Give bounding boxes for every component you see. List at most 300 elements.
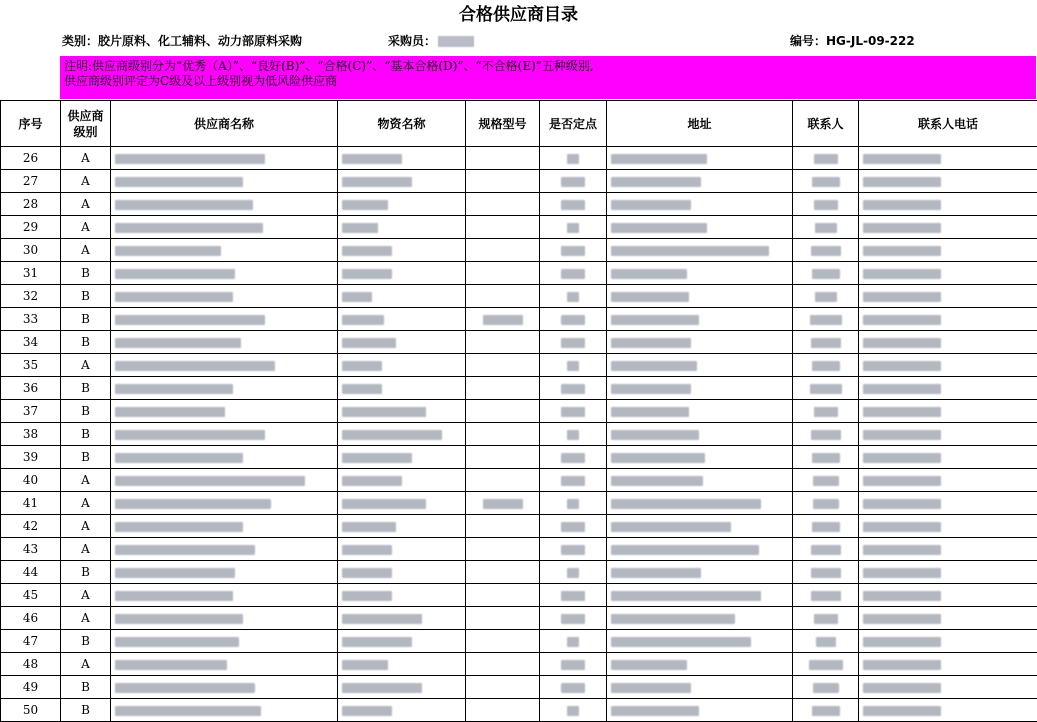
row-address	[607, 400, 793, 423]
row-number	[1, 607, 61, 630]
row-address	[607, 147, 793, 170]
row-material-name	[338, 515, 466, 538]
row-contact	[793, 515, 859, 538]
contact-redacted	[811, 545, 841, 555]
row-material-name	[338, 676, 466, 699]
row-supplier-name	[111, 653, 338, 676]
phone-redacted	[863, 154, 941, 164]
supplier-name-redacted	[115, 177, 243, 187]
material-name-redacted	[342, 384, 382, 394]
row-contact	[793, 492, 859, 515]
header-fixed-point: 是否定点	[540, 101, 607, 147]
row-grade-text: A	[81, 220, 90, 234]
row-number-text: 39	[23, 450, 38, 464]
contact-redacted	[811, 430, 841, 440]
row-address	[607, 285, 793, 308]
row-fixed-point	[540, 170, 607, 193]
supplier-name-redacted	[115, 614, 243, 624]
row-grade-text: B	[81, 680, 90, 694]
row-number-text: 31	[23, 266, 38, 280]
row-contact	[793, 653, 859, 676]
row-address	[607, 446, 793, 469]
row-grade	[61, 193, 111, 216]
contact-redacted	[810, 315, 842, 325]
row-contact	[793, 354, 859, 377]
row-supplier-name	[111, 400, 338, 423]
row-supplier-name	[111, 607, 338, 630]
row-grade-text: B	[81, 450, 90, 464]
address-redacted	[611, 522, 731, 532]
row-spec	[466, 193, 540, 216]
fixed-point-redacted	[567, 499, 579, 509]
row-grade	[61, 262, 111, 285]
row-fixed-point	[540, 584, 607, 607]
contact-redacted	[814, 200, 838, 210]
row-fixed-point	[540, 515, 607, 538]
row-address	[607, 538, 793, 561]
row-supplier-name	[111, 308, 338, 331]
address-redacted	[611, 269, 687, 279]
row-grade-text: A	[81, 197, 90, 211]
row-number-text: 47	[23, 634, 38, 648]
supplier-name-redacted	[115, 660, 227, 670]
supplier-name-redacted	[115, 568, 235, 578]
row-phone	[859, 354, 1037, 377]
row-supplier-name	[111, 515, 338, 538]
phone-redacted	[863, 476, 941, 486]
address-redacted	[611, 476, 703, 486]
row-fixed-point	[540, 400, 607, 423]
row-address	[607, 170, 793, 193]
header-supplier: 供应商名称	[111, 101, 338, 147]
row-number-text: 44	[23, 565, 38, 579]
row-supplier-name	[111, 285, 338, 308]
row-grade	[61, 354, 111, 377]
row-supplier-name	[111, 170, 338, 193]
material-name-redacted	[342, 338, 396, 348]
fixed-point-redacted	[567, 223, 579, 233]
supplier-name-redacted	[115, 338, 241, 348]
material-name-redacted	[342, 292, 372, 302]
row-grade-text: B	[81, 634, 90, 648]
fixed-point-redacted	[561, 246, 585, 256]
fixed-point-redacted	[561, 476, 585, 486]
contact-redacted	[811, 246, 841, 256]
supplier-name-redacted	[115, 246, 221, 256]
row-address	[607, 469, 793, 492]
row-phone	[859, 515, 1037, 538]
address-redacted	[611, 177, 701, 187]
table-row	[1, 584, 1037, 607]
phone-redacted	[863, 246, 941, 256]
table-row	[1, 630, 1037, 653]
table-row	[1, 193, 1037, 216]
fixed-point-redacted	[561, 315, 585, 325]
supplier-name-redacted	[115, 453, 243, 463]
row-contact	[793, 170, 859, 193]
contact-redacted	[809, 660, 843, 670]
row-grade-text: A	[81, 174, 90, 188]
row-number	[1, 285, 61, 308]
header-no: 序号	[1, 101, 61, 147]
row-material-name	[338, 653, 466, 676]
contact-redacted	[814, 614, 838, 624]
row-fixed-point	[540, 262, 607, 285]
row-number-text: 30	[23, 243, 38, 257]
row-number	[1, 676, 61, 699]
row-fixed-point	[540, 538, 607, 561]
contact-redacted	[811, 591, 841, 601]
phone-redacted	[863, 223, 941, 233]
row-phone	[859, 400, 1037, 423]
address-redacted	[611, 407, 689, 417]
row-address	[607, 331, 793, 354]
row-material-name	[338, 193, 466, 216]
row-spec	[466, 676, 540, 699]
row-material-name	[338, 607, 466, 630]
fixed-point-redacted	[561, 453, 585, 463]
material-name-redacted	[342, 522, 396, 532]
row-phone	[859, 561, 1037, 584]
row-address	[607, 239, 793, 262]
row-material-name	[338, 492, 466, 515]
material-name-redacted	[342, 660, 388, 670]
row-grade-text: A	[81, 473, 90, 487]
material-name-redacted	[342, 476, 402, 486]
contact-redacted	[815, 223, 837, 233]
row-phone	[859, 492, 1037, 515]
phone-redacted	[863, 591, 941, 601]
row-number-text: 27	[23, 174, 38, 188]
row-number	[1, 492, 61, 515]
row-number	[1, 262, 61, 285]
row-contact	[793, 423, 859, 446]
contact-redacted	[812, 361, 840, 371]
row-grade-text: A	[81, 588, 90, 602]
phone-redacted	[863, 384, 941, 394]
row-spec	[466, 561, 540, 584]
row-contact	[793, 630, 859, 653]
row-number-text: 46	[23, 611, 38, 625]
row-phone	[859, 607, 1037, 630]
row-number	[1, 239, 61, 262]
row-number	[1, 469, 61, 492]
row-spec	[466, 423, 540, 446]
material-name-redacted	[342, 706, 392, 716]
row-fixed-point	[540, 492, 607, 515]
phone-redacted	[863, 545, 941, 555]
row-grade-text: B	[81, 381, 90, 395]
row-phone	[859, 469, 1037, 492]
row-supplier-name	[111, 584, 338, 607]
row-number	[1, 193, 61, 216]
address-redacted	[611, 545, 759, 555]
table-row	[1, 147, 1037, 170]
address-redacted	[611, 338, 691, 348]
row-contact	[793, 446, 859, 469]
row-contact	[793, 308, 859, 331]
row-supplier-name	[111, 239, 338, 262]
row-spec	[466, 147, 540, 170]
row-address	[607, 216, 793, 239]
row-spec	[466, 262, 540, 285]
address-redacted	[611, 660, 687, 670]
row-grade-text: A	[81, 611, 90, 625]
material-name-redacted	[342, 614, 422, 624]
row-phone	[859, 308, 1037, 331]
row-phone	[859, 446, 1037, 469]
row-number-text: 49	[23, 680, 38, 694]
grading-note	[60, 56, 1036, 99]
row-grade	[61, 331, 111, 354]
material-name-redacted	[342, 223, 378, 233]
buyer-name-redacted	[438, 36, 474, 47]
address-redacted	[611, 430, 699, 440]
table-row	[1, 699, 1037, 722]
table-row	[1, 331, 1037, 354]
row-material-name	[338, 239, 466, 262]
row-supplier-name	[111, 377, 338, 400]
row-number-text: 32	[23, 289, 38, 303]
row-material-name	[338, 354, 466, 377]
supplier-table	[0, 100, 1037, 722]
material-name-redacted	[342, 453, 412, 463]
row-material-name	[338, 630, 466, 653]
row-material-name	[338, 216, 466, 239]
contact-redacted	[812, 453, 840, 463]
contact-redacted	[812, 522, 840, 532]
material-name-redacted	[342, 499, 426, 509]
supplier-name-redacted	[115, 706, 261, 716]
row-grade-text: A	[81, 496, 90, 510]
row-fixed-point	[540, 285, 607, 308]
table-header-row	[1, 101, 1037, 147]
row-grade	[61, 423, 111, 446]
row-spec	[466, 699, 540, 722]
row-number	[1, 699, 61, 722]
material-name-redacted	[342, 430, 442, 440]
phone-redacted	[863, 453, 941, 463]
row-fixed-point	[540, 446, 607, 469]
address-redacted	[611, 246, 769, 256]
row-spec	[466, 607, 540, 630]
row-fixed-point	[540, 653, 607, 676]
row-number-text: 26	[23, 151, 38, 165]
row-number	[1, 377, 61, 400]
phone-redacted	[863, 522, 941, 532]
material-name-redacted	[342, 246, 392, 256]
category-label: 类别：胶片原料、化工辅料、动力部原料采购	[62, 31, 302, 51]
phone-redacted	[863, 338, 941, 348]
row-grade-text: B	[81, 404, 90, 418]
fixed-point-redacted	[561, 384, 585, 394]
fixed-point-redacted	[567, 292, 579, 302]
spec-redacted	[483, 315, 523, 325]
address-redacted	[611, 200, 691, 210]
row-grade-text: B	[81, 565, 90, 579]
address-redacted	[611, 683, 691, 693]
row-address	[607, 262, 793, 285]
row-number	[1, 331, 61, 354]
row-material-name	[338, 147, 466, 170]
row-phone	[859, 170, 1037, 193]
phone-redacted	[863, 200, 941, 210]
row-number-text: 45	[23, 588, 38, 602]
contact-redacted	[812, 269, 840, 279]
row-spec	[466, 538, 540, 561]
row-spec	[466, 308, 540, 331]
row-spec	[466, 239, 540, 262]
fixed-point-redacted	[561, 545, 585, 555]
table-row	[1, 400, 1037, 423]
row-address	[607, 492, 793, 515]
row-material-name	[338, 584, 466, 607]
row-number	[1, 216, 61, 239]
phone-redacted	[863, 614, 941, 624]
fixed-point-redacted	[567, 430, 579, 440]
row-address	[607, 561, 793, 584]
table-row	[1, 469, 1037, 492]
row-address	[607, 699, 793, 722]
fixed-point-redacted	[561, 338, 585, 348]
row-contact	[793, 400, 859, 423]
row-material-name	[338, 308, 466, 331]
fixed-point-redacted	[561, 683, 585, 693]
row-number	[1, 308, 61, 331]
page-title: 合格供应商目录	[0, 0, 1037, 30]
address-redacted	[611, 361, 697, 371]
address-redacted	[611, 637, 751, 647]
row-number	[1, 538, 61, 561]
row-grade	[61, 676, 111, 699]
row-number	[1, 584, 61, 607]
phone-redacted	[863, 292, 941, 302]
row-fixed-point	[540, 607, 607, 630]
row-address	[607, 354, 793, 377]
address-redacted	[611, 315, 699, 325]
supplier-name-redacted	[115, 591, 233, 601]
phone-redacted	[863, 706, 941, 716]
row-address	[607, 423, 793, 446]
row-spec	[466, 469, 540, 492]
row-contact	[793, 239, 859, 262]
header-grade	[61, 101, 111, 147]
address-redacted	[611, 614, 735, 624]
row-number	[1, 446, 61, 469]
table-row	[1, 216, 1037, 239]
row-grade-text: A	[81, 243, 90, 257]
header-grade-line-1: 供应商	[67, 109, 103, 123]
row-phone	[859, 285, 1037, 308]
address-redacted	[611, 223, 707, 233]
row-contact	[793, 262, 859, 285]
fixed-point-redacted	[561, 269, 585, 279]
address-redacted	[611, 154, 707, 164]
material-name-redacted	[342, 361, 382, 371]
row-fixed-point	[540, 561, 607, 584]
row-number-text: 41	[23, 496, 38, 510]
address-redacted	[611, 453, 705, 463]
table-row	[1, 170, 1037, 193]
supplier-name-redacted	[115, 430, 265, 440]
phone-redacted	[863, 430, 941, 440]
row-supplier-name	[111, 193, 338, 216]
fixed-point-redacted	[567, 706, 579, 716]
fixed-point-redacted	[567, 637, 579, 647]
buyer-label	[388, 31, 474, 51]
row-spec	[466, 400, 540, 423]
table-row	[1, 561, 1037, 584]
table-row	[1, 262, 1037, 285]
row-supplier-name	[111, 699, 338, 722]
row-address	[607, 584, 793, 607]
row-spec	[466, 285, 540, 308]
row-supplier-name	[111, 676, 338, 699]
row-contact	[793, 469, 859, 492]
row-number-text: 38	[23, 427, 38, 441]
phone-redacted	[863, 568, 941, 578]
table-row	[1, 607, 1037, 630]
contact-redacted	[810, 384, 842, 394]
fixed-point-redacted	[567, 568, 579, 578]
row-material-name	[338, 285, 466, 308]
table-row	[1, 308, 1037, 331]
row-supplier-name	[111, 216, 338, 239]
table-row	[1, 538, 1037, 561]
row-address	[607, 653, 793, 676]
row-phone	[859, 423, 1037, 446]
phone-redacted	[863, 177, 941, 187]
grading-note-line-1: 注明:供应商级别分为“优秀（A）”、“良好(B)”、“合格(C)”、“基本合格(D)”、“不合格(E)”五种级别,	[64, 59, 1036, 74]
row-phone	[859, 147, 1037, 170]
row-fixed-point	[540, 699, 607, 722]
phone-redacted	[863, 407, 941, 417]
header-spec: 规格型号	[466, 101, 540, 147]
material-name-redacted	[342, 545, 392, 555]
row-number	[1, 561, 61, 584]
row-contact	[793, 193, 859, 216]
phone-redacted	[863, 361, 941, 371]
row-grade-text: B	[81, 312, 90, 326]
row-grade-text: A	[81, 358, 90, 372]
row-address	[607, 377, 793, 400]
supplier-name-redacted	[115, 407, 225, 417]
grading-note-line-2: 供应商级别评定为C级及以上级别视为低风险供应商	[64, 74, 1036, 89]
row-grade	[61, 147, 111, 170]
header-contact: 联系人	[793, 101, 859, 147]
row-number-text: 33	[23, 312, 38, 326]
table-row	[1, 676, 1037, 699]
row-spec	[466, 331, 540, 354]
contact-redacted	[814, 407, 838, 417]
row-grade	[61, 400, 111, 423]
row-address	[607, 607, 793, 630]
row-address	[607, 515, 793, 538]
fixed-point-redacted	[561, 407, 585, 417]
row-material-name	[338, 538, 466, 561]
row-grade-text: B	[81, 289, 90, 303]
row-grade	[61, 308, 111, 331]
row-number-text: 40	[23, 473, 38, 487]
table-row	[1, 653, 1037, 676]
supplier-name-redacted	[115, 384, 233, 394]
row-address	[607, 676, 793, 699]
row-grade-text: B	[81, 703, 90, 717]
row-grade-text: A	[81, 519, 90, 533]
row-number	[1, 630, 61, 653]
row-supplier-name	[111, 446, 338, 469]
row-phone	[859, 377, 1037, 400]
